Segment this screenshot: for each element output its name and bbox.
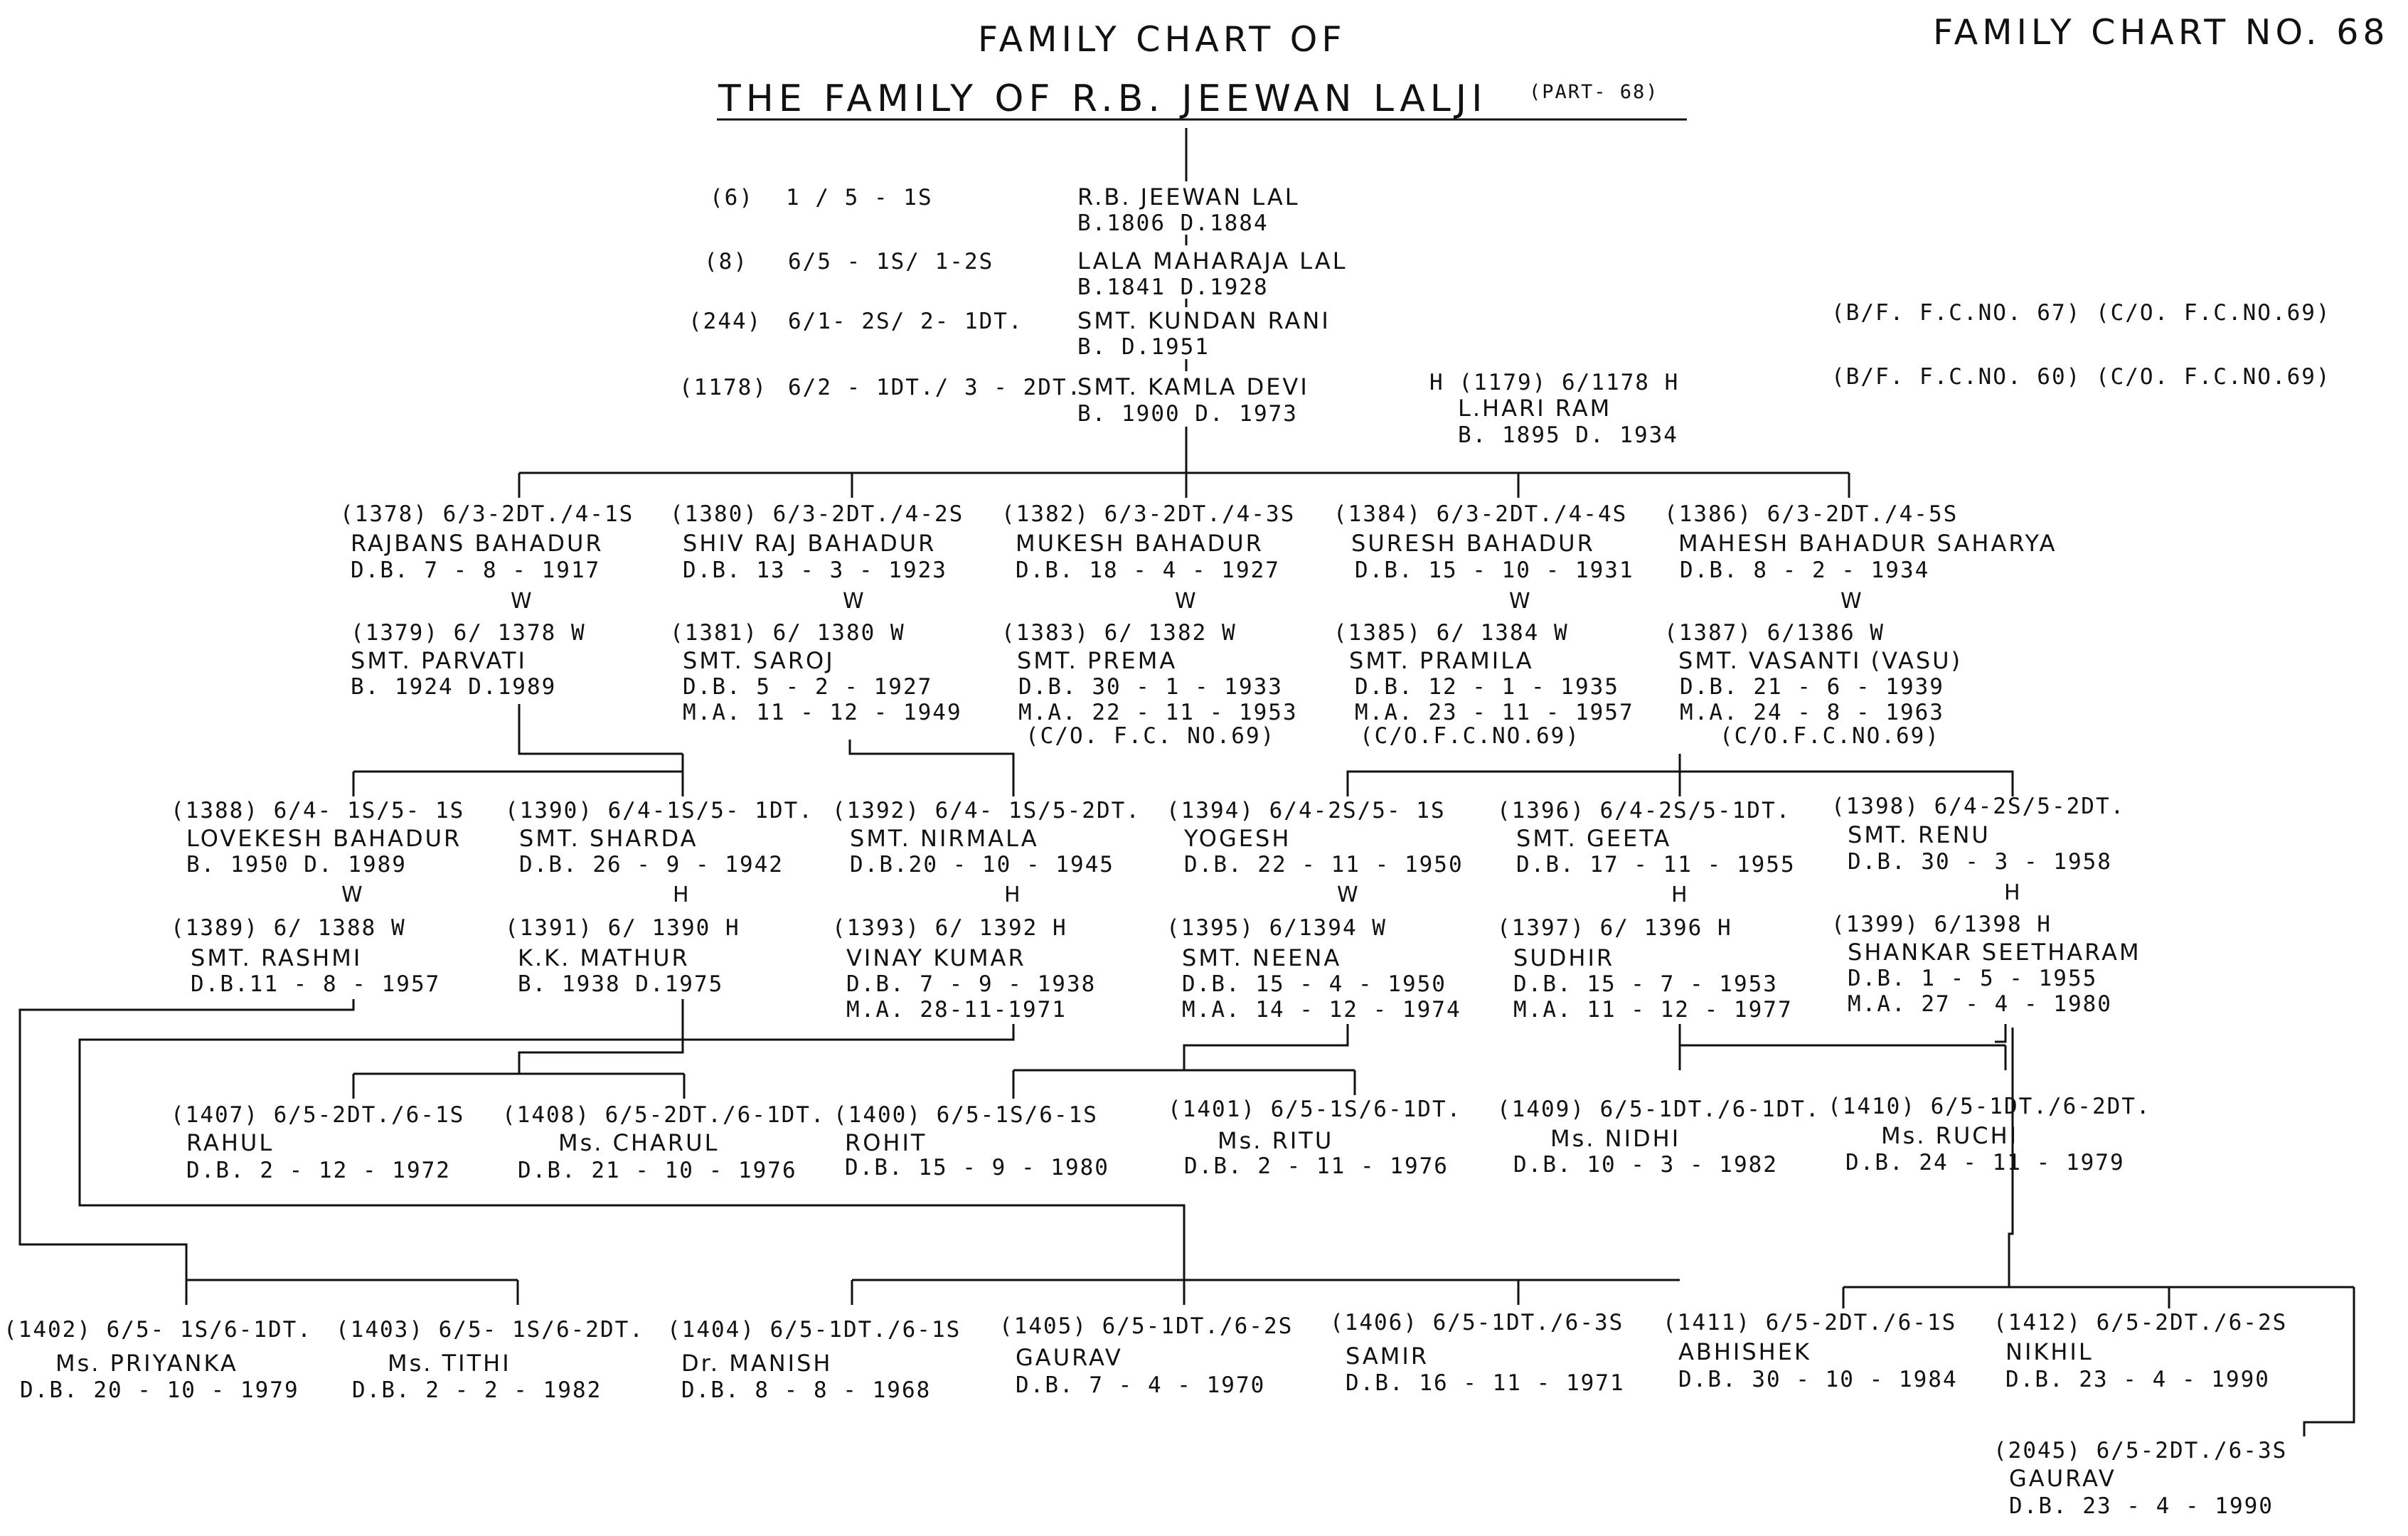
gen5-connector-sharda (519, 999, 683, 1074)
person-code: (1398) 6/4-2S/5-2DT. (1831, 794, 2126, 819)
spouse-marriage: M.A. 24 - 8 - 1963 (1680, 700, 1944, 725)
ancestor-jeewan-lal (710, 183, 1300, 236)
person-dates: D.B. 30 - 10 - 1984 (1678, 1367, 1958, 1392)
husband-dates: B. 1895 D. 1934 (1458, 422, 1678, 448)
spouse-marriage: M.A. 27 - 4 - 1980 (1848, 991, 2112, 1017)
spouse-dates: B. 1938 D.1975 (518, 971, 724, 997)
person-code: (1390) 6/4-1S/5- 1DT. (505, 798, 814, 823)
person-name: MAHESH BAHADUR SAHARYA (1678, 530, 2057, 557)
gen4-person-geeta (1497, 798, 1796, 1023)
person-name: RAHUL (186, 1129, 275, 1156)
spouse-relation-mark: H (673, 882, 691, 907)
gen4-person-nirmala (832, 798, 1141, 1023)
person-name: ABHISHEK (1678, 1338, 1811, 1365)
person-dates: D.B. 2 - 11 - 1976 (1184, 1153, 1449, 1179)
ancestor-maharaja-lal (704, 247, 1348, 300)
gen4-connector-shivraj (850, 740, 1013, 796)
person-code: (1410) 6/5-1DT./6-2DT. (1828, 1094, 2151, 1119)
person-name: GAURAV (1016, 1344, 1123, 1371)
spouse-code: (1385) 6/ 1384 W (1333, 620, 1569, 646)
spouse-name: SMT. NEENA (1182, 944, 1342, 971)
person-code: (1401) 6/5-1S/6-1DT. (1168, 1097, 1462, 1122)
person-code: (1411) 6/5-2DT./6-1S (1663, 1310, 1957, 1335)
person-name: Ms. CHARUL (558, 1129, 720, 1156)
person-code: (1396) 6/4-2S/5-1DT. (1497, 798, 1791, 823)
gen5-person-rahul (171, 1102, 464, 1183)
spouse-relation-mark: H (1004, 882, 1022, 907)
person-name: SURESH BAHADUR (1351, 530, 1595, 557)
ancestor-name: SMT. KAMLA DEVI (1077, 373, 1309, 400)
gen5-person-rohit (833, 1102, 1109, 1180)
spouse-code: (1395) 6/1394 W (1166, 915, 1387, 941)
ancestor-kamla-devi (679, 373, 1309, 427)
spouse-name: K.K. MATHUR (518, 944, 690, 971)
gen6-person-manish (667, 1317, 961, 1403)
person-name: Ms. NIDHI (1550, 1125, 1681, 1152)
gen6-person-gaurav-2045 (1993, 1438, 2287, 1519)
person-code: (1394) 6/4-2S/5- 1S (1166, 798, 1446, 823)
gen5-person-nidhi (1497, 1097, 1821, 1178)
spouse-crossref: (C/O. F.C. NO.69) (1025, 723, 1276, 749)
crossref-row1: (B/F. F.C.NO. 67) (C/O. F.C.NO.69) (1831, 300, 2331, 326)
gen5-connector-geeta (1680, 1024, 1843, 1045)
spouse-relation-mark: W (1175, 589, 1198, 614)
person-code: (2045) 6/5-2DT./6-3S (1993, 1438, 2288, 1463)
spouse-relation-mark: W (1509, 589, 1532, 614)
spouse-dates: D.B. 1 - 5 - 1955 (1848, 966, 2098, 991)
person-dates: D.B. 23 - 4 - 1990 (2005, 1367, 2270, 1392)
spouse-dates: D.B. 30 - 1 - 1933 (1018, 674, 1283, 700)
person-dates: D.B. 20 - 10 - 1979 (20, 1377, 299, 1403)
person-code: (1409) 6/5-1DT./6-1DT. (1497, 1097, 1821, 1122)
gen6-person-priyanka (4, 1317, 312, 1403)
spouse-dates: D.B. 7 - 9 - 1938 (846, 971, 1097, 997)
person-dates: D.B. 18 - 4 - 1927 (1016, 558, 1280, 583)
spouse-code: (1397) 6/ 1396 H (1497, 915, 1732, 941)
person-code: (1404) 6/5-1DT./6-1S (667, 1317, 961, 1343)
person-dates: D.B.20 - 10 - 1945 (850, 852, 1114, 878)
gen6-person-samir (1330, 1310, 1625, 1396)
person-name: SMT. RENU (1848, 821, 1991, 848)
person-code: (1403) 6/5- 1S/6-2DT. (336, 1317, 644, 1343)
spouse-dates: D.B. 5 - 2 - 1927 (683, 674, 933, 700)
ancestor-name: LALA MAHARAJA LAL (1077, 247, 1348, 274)
ancestor-code: 6/5 - 1S/ 1-2S (788, 249, 994, 274)
spouse-crossref: (C/O.F.C.NO.69) (1360, 723, 1580, 749)
spouse-marriage: M.A. 11 - 12 - 1949 (683, 700, 962, 725)
person-dates: D.B. 2 - 12 - 1972 (186, 1158, 451, 1183)
gen6-person-tithi (336, 1317, 644, 1403)
ancestor-ref: (244) (688, 309, 762, 334)
husband-hari-ram (1429, 370, 1679, 448)
person-dates: D.B. 15 - 10 - 1931 (1355, 558, 1634, 583)
person-dates: D.B. 24 - 11 - 1979 (1845, 1150, 2125, 1175)
person-dates: D.B. 15 - 9 - 1980 (845, 1155, 1109, 1180)
spouse-name: SMT. PREMA (1017, 647, 1178, 674)
spouse-name: SMT. VASANTI (VASU) (1678, 647, 1963, 674)
gen4-person-lovekesh (171, 798, 464, 997)
gen4-person-sharda (505, 798, 814, 997)
person-dates: B. 1950 D. 1989 (186, 852, 407, 878)
spouse-crossref: (C/O.F.C.NO.69) (1720, 723, 1940, 749)
gen4-connector-rajbans (519, 704, 683, 754)
person-dates: D.B. 26 - 9 - 1942 (519, 852, 784, 878)
spouse-marriage: M.A. 22 - 11 - 1953 (1018, 700, 1298, 725)
gen6-person-abhishek (1663, 1310, 1958, 1392)
spouse-name: SMT. PARVATI (351, 647, 527, 674)
person-dates: D.B. 8 - 8 - 1968 (681, 1377, 932, 1403)
person-dates: D.B. 7 - 8 - 1917 (351, 558, 601, 583)
gen6-drop-2045 (2304, 1287, 2354, 1436)
spouse-relation-mark: W (341, 882, 364, 907)
ancestor-dates: B. D.1951 (1077, 334, 1210, 360)
person-code: (1405) 6/5-1DT./6-2S (999, 1313, 1294, 1339)
spouse-code: (1379) 6/ 1378 W (351, 620, 586, 646)
person-name: Ms. RUCHI (1881, 1122, 2019, 1149)
person-code: (1378) 6/3-2DT./4-1S (340, 501, 634, 527)
gen5-person-charul (502, 1102, 826, 1183)
gen3-person-mukesh (1001, 501, 1298, 749)
spouse-dates: D.B. 15 - 7 - 1953 (1513, 971, 1778, 997)
person-name: Ms. PRIYANKA (55, 1350, 238, 1377)
husband-name: L.HARI RAM (1458, 395, 1612, 422)
gen6-person-nikhil (1993, 1310, 2287, 1392)
ancestor-dates: B.1806 D.1884 (1077, 210, 1269, 236)
person-name: NIKHIL (2005, 1338, 2094, 1365)
gen5-person-ritu (1168, 1097, 1461, 1179)
ancestor-code: 1 / 5 - 1S (786, 185, 933, 210)
person-code: (1400) 6/5-1S/6-1S (833, 1102, 1098, 1128)
spouse-name: SMT. RASHMI (191, 944, 363, 971)
chart-part-label: (PART- 68) (1529, 81, 1659, 103)
person-code: (1388) 6/4- 1S/5- 1S (171, 798, 465, 823)
person-name: SMT. NIRMALA (850, 825, 1039, 852)
person-code: (1384) 6/3-2DT./4-4S (1333, 501, 1628, 527)
person-name: MUKESH BAHADUR (1016, 530, 1264, 557)
ancestor-ref: (6) (710, 185, 754, 210)
person-code: (1386) 6/3-2DT./4-5S (1664, 501, 1959, 527)
spouse-marriage: M.A. 28-11-1971 (846, 997, 1067, 1023)
ancestor-name: SMT. KUNDAN RANI (1077, 307, 1331, 334)
gen6-connector-renu (1995, 1024, 2005, 1042)
ancestor-ref: (8) (704, 249, 748, 274)
ancestor-dates: B. 1900 D. 1973 (1077, 401, 1298, 427)
spouse-code: (1383) 6/ 1382 W (1001, 620, 1237, 646)
spouse-relation-mark: W (511, 589, 533, 614)
spouse-relation-mark: H (1671, 882, 1689, 907)
ancestor-code: 6/2 - 1DT./ 3 - 2DT. (788, 375, 1082, 400)
gen5-connector-yogesh (1184, 1024, 1348, 1070)
spouse-relation-mark: W (1840, 589, 1863, 614)
crossref-row2: (B/F. F.C.NO. 60) (C/O. F.C.NO.69) (1831, 364, 2331, 390)
person-name: GAURAV (2009, 1465, 2116, 1492)
spouse-dates: D.B. 12 - 1 - 1935 (1355, 674, 1619, 700)
person-dates: D.B. 16 - 11 - 1971 (1346, 1370, 1625, 1396)
spouse-marriage: M.A. 14 - 12 - 1974 (1182, 997, 1461, 1023)
spouse-code: (1387) 6/1386 W (1664, 620, 1885, 646)
person-name: Ms. TITHI (388, 1350, 511, 1377)
person-code: (1402) 6/5- 1S/6-1DT. (4, 1317, 312, 1343)
spouse-marriage: M.A. 11 - 12 - 1977 (1513, 997, 1793, 1023)
person-dates: D.B. 17 - 11 - 1955 (1516, 852, 1796, 878)
chart-title-line1: FAMILY CHART OF (978, 19, 1346, 60)
person-name: RAJBANS BAHADUR (351, 530, 604, 557)
gen5-person-ruchi (1828, 1094, 2151, 1175)
person-name: SMT. GEETA (1516, 825, 1672, 852)
person-code: (1392) 6/4- 1S/5-2DT. (832, 798, 1141, 823)
person-dates: D.B. 22 - 11 - 1950 (1184, 852, 1464, 878)
spouse-name: SMT. PRAMILA (1349, 647, 1534, 674)
spouse-marriage: M.A. 23 - 11 - 1957 (1355, 700, 1634, 725)
person-code: (1382) 6/3-2DT./4-3S (1001, 501, 1296, 527)
person-dates: D.B. 21 - 10 - 1976 (518, 1158, 797, 1183)
person-code: (1407) 6/5-2DT./6-1S (171, 1102, 465, 1128)
person-dates: D.B. 2 - 2 - 1982 (352, 1377, 602, 1403)
gen3-person-rajbans (340, 501, 634, 700)
ancestor-name: R.B. JEEWAN LAL (1077, 183, 1300, 210)
person-name: Ms. RITU (1218, 1127, 1334, 1154)
spouse-name: SMT. SAROJ (683, 647, 835, 674)
spouse-code: (1381) 6/ 1380 W (670, 620, 905, 646)
person-dates: D.B. 8 - 2 - 1934 (1680, 558, 1930, 583)
gen6-person-gaurav (999, 1313, 1293, 1398)
person-code: (1380) 6/3-2DT./4-2S (670, 501, 964, 527)
spouse-dates: D.B.11 - 8 - 1957 (191, 971, 441, 997)
person-dates: D.B. 23 - 4 - 1990 (2009, 1493, 2274, 1519)
person-name: ROHIT (845, 1129, 927, 1156)
person-code: (1408) 6/5-2DT./6-1DT. (502, 1102, 826, 1128)
person-dates: D.B. 13 - 3 - 1923 (683, 558, 947, 583)
gen3-person-suresh (1333, 501, 1634, 749)
gen3-person-shiv-raj (670, 501, 964, 725)
person-name: YOGESH (1184, 825, 1291, 852)
person-name: LOVEKESH BAHADUR (186, 825, 462, 852)
ancestor-code: 6/1- 2S/ 2- 1DT. (788, 309, 1023, 334)
husband-code: H (1179) 6/1178 H (1429, 370, 1680, 395)
spouse-name: SHANKAR SEETHARAM (1848, 939, 2141, 966)
ancestor-ref: (1178) (679, 375, 767, 400)
person-dates: D.B. 30 - 3 - 1958 (1848, 849, 2112, 875)
spouse-name: VINAY KUMAR (846, 944, 1026, 971)
spouse-code: (1399) 6/1398 H (1831, 912, 2052, 937)
chart-number: FAMILY CHART NO. 68 (1933, 12, 2390, 53)
person-name: Dr. MANISH (681, 1350, 833, 1377)
spouse-code: (1393) 6/ 1392 H (832, 915, 1067, 941)
spouse-code: (1389) 6/ 1388 W (171, 915, 406, 941)
spouse-relation-mark: W (1337, 882, 1360, 907)
person-code: (1412) 6/5-2DT./6-2S (1993, 1310, 2288, 1335)
spouse-dates: D.B. 21 - 6 - 1939 (1680, 674, 1944, 700)
spouse-dates: D.B. 15 - 4 - 1950 (1182, 971, 1447, 997)
spouse-dates: B. 1924 D.1989 (351, 674, 557, 700)
spouse-name: SUDHIR (1513, 944, 1615, 971)
person-dates: D.B. 10 - 3 - 1982 (1513, 1152, 1778, 1178)
person-dates: D.B. 7 - 4 - 1970 (1016, 1372, 1266, 1398)
person-name: SHIV RAJ BAHADUR (683, 530, 937, 557)
gen3-person-mahesh (1664, 501, 2057, 749)
person-name: SAMIR (1346, 1343, 1429, 1370)
spouse-relation-mark: W (843, 589, 865, 614)
gen4-person-renu (1831, 794, 2141, 1017)
chart-title-line2: THE FAMILY OF R.B. JEEWAN LALJI (718, 78, 1488, 120)
person-name: SMT. SHARDA (519, 825, 698, 852)
ancestor-dates: B.1841 D.1928 (1077, 274, 1269, 300)
spouse-relation-mark: H (2004, 880, 2022, 905)
gen4-person-yogesh (1166, 798, 1464, 1023)
spouse-code: (1391) 6/ 1390 H (505, 915, 740, 941)
ancestor-kundan-rani (688, 307, 1331, 360)
person-code: (1406) 6/5-1DT./6-3S (1330, 1310, 1624, 1335)
